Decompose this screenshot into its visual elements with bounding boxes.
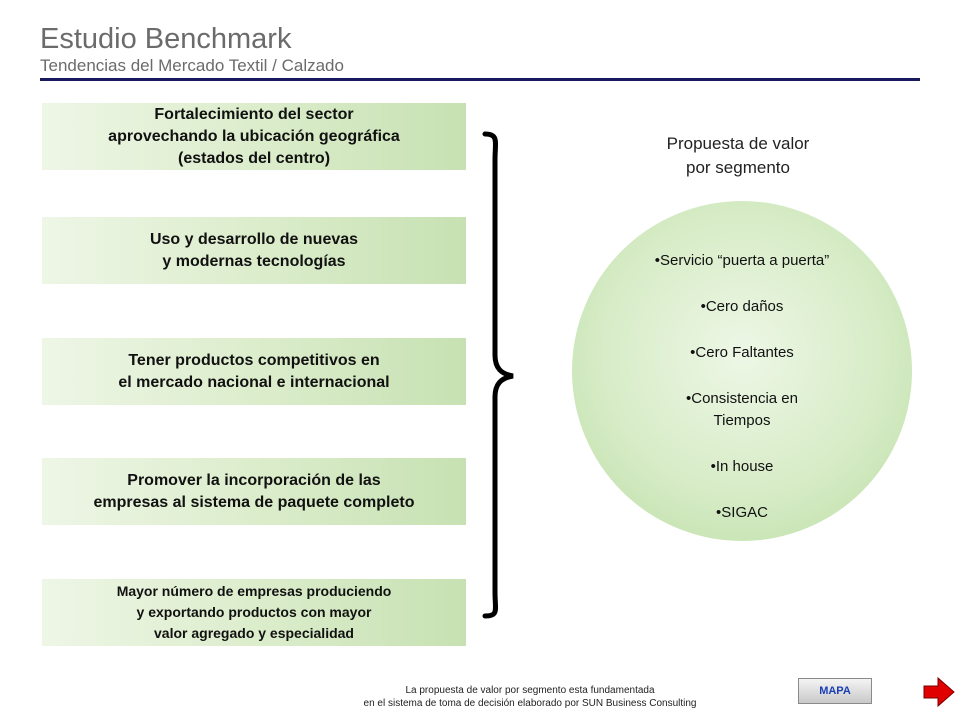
list-item: •Cero Faltantes [690,344,794,361]
trend-box-4 [42,458,466,525]
curly-brace-icon [475,130,525,620]
proposal-title-line-1: Propuesta de valor [666,134,810,153]
trend-box-3 [42,338,466,405]
trend-box-1-line-2: aprovechando la ubicación geográfica [108,127,400,145]
trend-box-5-line-1: Mayor número de empresas produciendo [116,583,392,599]
trend-box-5 [42,579,466,646]
list-item: •Cero daños [700,298,784,315]
red-arrow-right-icon[interactable] [922,676,956,708]
proposal-title-line-2: por segmento [686,158,790,177]
trend-box-1 [42,103,466,170]
list-item: •Servicio “puerta a puerta” [654,252,830,269]
list-item: •Consistencia en Tiempos [686,390,798,429]
trend-box-1-line-3: (estados del centro) [177,149,331,167]
footer-line-1: La propuesta de valor por segmento esta fundamentada [405,685,655,696]
value-proposition-list [572,250,912,548]
trend-box-4-line-2: empresas al sistema de paquete completo [93,493,415,511]
trend-box-2 [42,217,466,284]
list-item: •In house [710,458,774,475]
footer-line-2: en el sistema de toma de decisión elaborado por SUN Business Consulting [363,698,697,709]
trend-box-4-line-1: Promover la incorporación de las [127,471,381,489]
footer-note [310,684,750,710]
page-subtitle: Tendencias del Mercado Textil / Calzado [40,56,344,75]
mapa-button[interactable]: MAPA [798,678,872,704]
header-divider [40,78,920,81]
trend-box-3-line-1: Tener productos competitivos en [128,351,380,369]
page-title: Estudio Benchmark [40,23,292,55]
trend-box-2-line-1: Uso y desarrollo de nuevas [149,230,359,248]
trend-box-5-line-3: valor agregado y especialidad [154,625,354,641]
trend-box-2-line-2: y modernas tecnologías [162,252,346,270]
trend-box-1-line-1: Fortalecimiento del sector [154,105,354,123]
trend-box-3-line-2: el mercado nacional e internacional [118,373,390,391]
trend-box-5-line-2: y exportando productos con mayor [136,604,372,620]
list-item: •SIGAC [716,504,768,521]
proposal-title [620,132,856,180]
